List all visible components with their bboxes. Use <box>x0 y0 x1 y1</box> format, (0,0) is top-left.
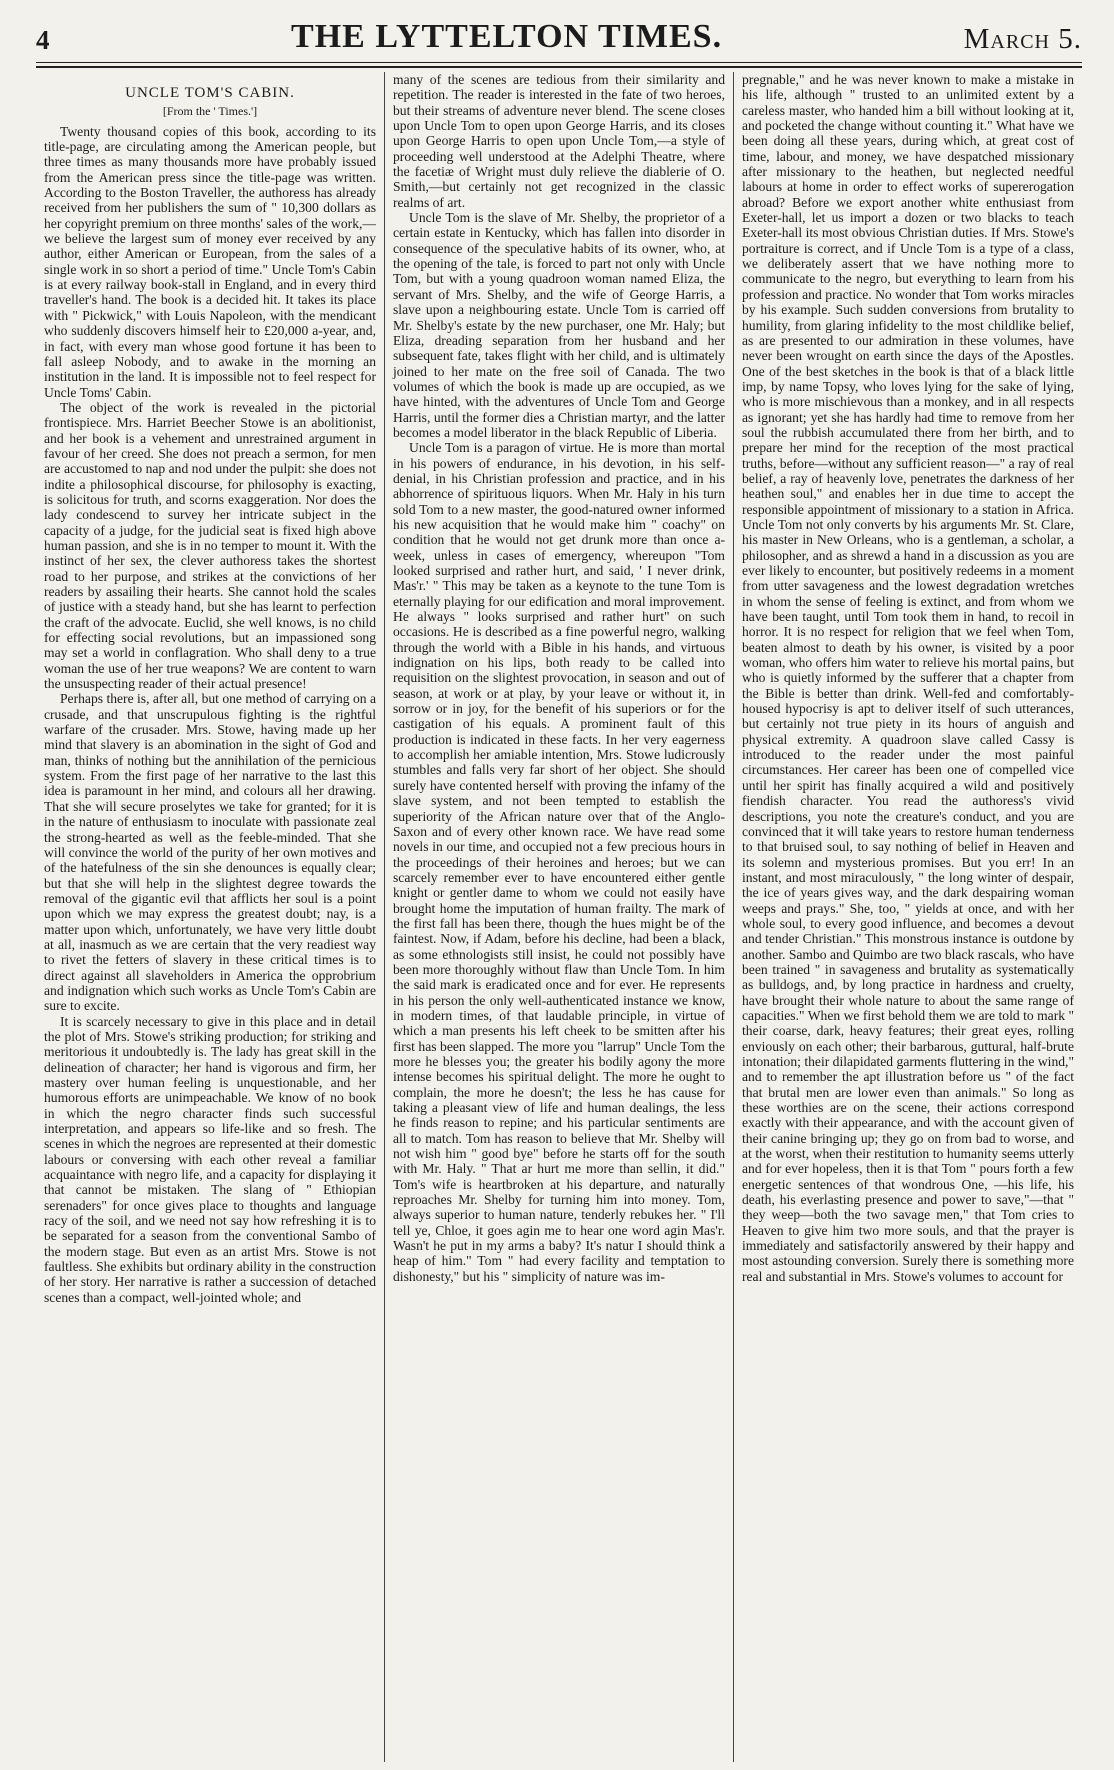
masthead <box>36 0 1082 63</box>
issue-date: March 5. <box>963 23 1082 55</box>
paragraph: Twenty thousand copies of this book, according to its title-page, are circulating among the American people, but three times as many thousands more have probably issued from the American press since the title-page was written. According to the Boston Traveller, the authoress has already received from her publishers the sum of " 10,300 dollars as her copyright premium on three months' sales of the work,—we believe the largest sum of money ever received by any author, either American or European, from the sales of a single work in so short a period of time." Uncle Tom's Cabin is at every railway book-stall in England, and in every third traveller's hand. The book is a decided hit. It takes its place with " Pickwick," with Louis Napoleon, with the mendicant who suddenly discovers himself heir to £20,000 a-year, and, in fact, with every man whose good fortune it has been to fall asleep Nobody, and to awake in the morning an institution in the land. It is impossible not to feel respect for Uncle Toms' Cabin. <box>44 123 376 400</box>
paragraph: Uncle Tom is a paragon of virtue. He is more than mortal in his powers of endurance, in his devotion, in his self-denial, in his Christian profession and practice, and in his abhorrence of spirituous liquors. When Mr. Haly in his turn sold Tom to a new master, the good-natured owner informed his new acquisition that he would make him " coachy" on condition that he would not get drunk more than once a-week, unless in cases of emergency, whereupon "Tom looked surprised and rather hurt, and said, ' I never drink, Mas'r.' " This may be taken as a keynote to the tune Tom is eternally playing for our edification and moral improvement. He always " looks surprised and rather hurt" on such occasions. He is described as a fine powerful negro, walking through the world with a Bible in his hands, and virtuous indignation on his lips, both ready to be called into requisition on the slightest provocation, in season and out of season, at work or at play, by your leave or without it, in sorrow or in joy, for the benefit of his superiors or for the castigation of his equals. A prominent fault of this production is indicated in these facts. In her very eagerness to accomplish her amiable intention, Mrs. Stowe ludicrously stumbles and falls very far short of her object. She should surely have contented herself with proving the infamy of the slave system, and not been tempted to establish the superiority of the African nature over that of the Anglo-Saxon and of every other known race. We have read some novels in our time, and occupied not a few precious hours in the proceedings of their heroines and heroes; but we can scarcely remember ever to have encountered either gentle knight or gentler dame to whom we could not easily have brought home the imputation of human frailty. The mark of the first fall has been there, though the hues might be of the faintest. Now, if Adam, before his decline, had been a black, as some ethnologists still insist, he could not possibly have been more thoroughly without flaw than Uncle Tom. In him the said mark is eradicated once and for ever. He represents in his person the only well-authenticated instance we know, in modern times, of that laudable principle, in virtue of which a man presents his left cheek to be smitten after his first has been slapped. The more you "larrup" Uncle Tom the more he blesses you; the greater his bodily agony the more intense becomes his spiritual delight. The more he ought to complain, the more he doesn't; the less he has cause for taking a pleasant view of life and human dealings, the less he finds reason to repine; and his particular sentiments are all to match. Tom has reason to believe that Mr. Shelby will not wish him " good bye" before he starts off for the south with Mr. Haly. " That ar hurt me more than sellin, it did." Tom's wife is heartbroken at his departure, and naturally reproaches Mr. Shelby for turning him into money. Tom, always superior to human nature, tenderly rebukes her. " I'll tell ye, Chloe, it goes agin me to hear one word agin Mas'r. Wasn't he put in my arms a baby? It's natur I should think a heap of him." Tom " had every facility and temptation to dishonesty," but his " simplicity of nature was im- <box>393 440 725 1284</box>
paragraph: Perhaps there is, after all, but one method of carrying on a crusade, and that unscrupulous fighting is the rightful warfare of the crusader. Mrs. Stowe, having made up her mind that slavery is an abomination in the sight of God and man, thinks of nothing but the annihilation of the pernicious system. From the first page of her narrative to the last this idea is paramount in her mind, and colours all her drawing. That she will secure proselytes we take for granted; for it is in the nature of enthusiasm to inoculate with passionate zeal the strong-hearted as well as the feeble-minded. That she will convince the world of the purity of her own motives and of the hatefulness of the sin she denounces is equally clear; but that she will help in the slightest degree towards the removal of the gigantic evil that afflicts her soul is a point upon which we may express the greatest doubt; nay, is a matter upon which, unfortunately, we have very little doubt at all, inasmuch as we are certain that the very readiest way to rivet the fetters of slavery in these critical times is to direct against all slaveholders in America the opprobrium and indignation which such works as Uncle Tom's Cabin are sure to excite. <box>44 691 376 1014</box>
paragraph: The object of the work is revealed in the pictorial frontispiece. Mrs. Harriet Beecher Stowe is an abolitionist, and her book is a vehement and unrestrained argument in favour of her creed. She does not preach a sermon, for men are accustomed to nap and nod under the pulpit: she does not indite a philosophical discourse, for philosophy is exacting, is solicitous for truth, and scorns exaggeration. Nor does the lady condescend to survey her intricate subject in the capacity of a judge, for the judicial seat is fixed high above human passion, and she is in no temper to mount it. With the instinct of her sex, the clever authoress takes the shortest road to her purpose, and strikes at the convictions of her readers by assailing their hearts. She cannot hold the scales of justice with a steady hand, but she has learnt to perfection the craft of the advocate. Euclid, she well knows, is no child for effecting social revolutions, but an impassioned song may set a world in conflagration. Who shall deny to a true woman the use of her true weapons? We are content to warn the unsuspecting reader of their actual presence! <box>44 399 376 692</box>
column-3 <box>733 72 1082 1762</box>
column-2 <box>384 72 733 1762</box>
paragraph: many of the scenes are tedious from their similarity and repetition. The reader is interested in the fate of two heroes, but their streams of adventure never blend. The scene closes upon Uncle Tom to open upon George Harris, and its closes upon George Harris to open upon Uncle Tom,—a style of proceeding well understood at the Adelphi Theatre, where the facetiæ of Wright must duly relieve the diablerie of O. Smith,—but certainly not get recognized in the classic realms of art. <box>393 72 725 210</box>
masthead-double-rule <box>36 63 1082 68</box>
paragraph: Uncle Tom is the slave of Mr. Shelby, the proprietor of a certain estate in Kentucky, which has fallen into disorder in consequence of the speculative habits of its owner, who, at the opening of the tale, is forced to part not only with Uncle Tom, but with a young quadroon woman named Eliza, the servant of Mrs. Shelby, and the wife of George Harris, a slave upon a neighbouring estate. Uncle Tom is carried off Mr. Shelby's estate by the new purchaser, one Mr. Haly; but Eliza, dreading separation from her husband and her subsequent fate, takes flight with her child, and is ultimately joined to her mate on the free soil of Canada. The two volumes of which the book is made up are occupied, as we have hinted, with the adventures of Uncle Tom and George Harris, until the former dies a Christian martyr, and the latter becomes a model liberator in the black Republic of Liberia. <box>393 210 725 440</box>
paragraph: It is scarcely necessary to give in this place and in detail the plot of Mrs. Stowe's striking production; for striking and meritorious it undoubtedly is. The lady has great skill in the delineation of character; her hand is vigorous and firm, her mastery over human feeling is unquestionable, and her humorous efforts are unimpeachable. We know of no book in which the negro character finds such successful interpretation, and appears so life-like and so fresh. The scenes in which the negroes are represented at their domestic labours or conversing with each other reveal a familiar acquaintance with negro life, and a capacity for displaying it that cannot be mistaken. The slang of " Ethiopian serenaders" for once gives place to thoughts and language racy of the soil, and we need not say how refreshing it is to be separated for a season from the conventional Sambo of the modern stage. But even as an artist Mrs. Stowe is not faultless. She exhibits but ordinary ability in the construction of her story. Her narrative is rather a succession of detached scenes than a compact, well-jointed whole; and <box>44 1013 376 1305</box>
article-columns <box>36 72 1082 1762</box>
newspaper-title: THE LYTTELTON TIMES. <box>291 18 723 55</box>
article-source: [From the ' Times.'] <box>162 104 258 119</box>
column-1 <box>36 72 384 1762</box>
article-title: UNCLE TOM'S CABIN. <box>125 85 295 101</box>
paragraph: pregnable," and he was never known to make a mistake in his life, although " trusted to an unlimited extent by a careless master, who handed him a bill without looking at it, and pocketed the change without counting it." What have we been doing all these years, during which, at great cost of time, labour, and money, we have despatched missionary after missionary to the heathen, but neglected needful labours at home in order to effect works of supererogation abroad? Before we export another white enthusiast from Exeter-hall, let us import a dozen or two blacks to teach Exeter-hall its most obvious Christian duties. If Mrs. Stowe's portraiture is correct, and if Uncle Tom is a type of a class, we deliberately assert that we have nothing more to communicate to the negro, but everything to learn from his profession and practice. No wonder that Tom works miracles by his example. Such sudden conversions from brutality to humility, from glaring infidelity to the most childlike belief, as are presented to our admiration in these volumes, have never been wrought on earth since the days of the Apostles. One of the best sketches in the book is that of a black little imp, by name Topsy, who loves lying for the sake of lying, who is more mischievous than a monkey, and in all respects as ignorant; yet she has hardly had time to remove from her soul the rubbish accumulated there from her birth, and to prepare her mind for the reception of the most practical truths, before—without any sufficient reason—" a ray of real belief, a ray of heavenly love, penetrates the darkness of her heathen soul," and enables her in due time to accept the responsible appointment of missionary to a station in Africa. Uncle Tom not only converts by his arguments Mr. St. Clare, his master in New Orleans, who is a gentleman, a scholar, a philosopher, and as shrewd a hand in a discussion as you are ever likely to encounter, but positively redeems in a moment from utter savageness and the lowest degradation wretches in whom the sense of feeling is extinct, and from whom we have been taught, until Tom took them in hand, to recoil in horror. It is no respect for religion that we feel when Tom, beaten almost to death by his owner, is visited by a poor woman, who offers him water to relieve his mortal pains, but who is quietly informed by the sufferer that a chapter from the Bible is better than drink. Well-fed and comfortably-housed hypocrisy is apt to deliver itself of such utterances, but certainly not true piety in its hours of anguish and physical extremity. A quadroon slave called Cassy is introduced to the reader under the most painful circumstances. Her career has been one of compelled vice until her spirit has finally acquired a wild and positively fiendish character. You read the authoress's vivid descriptions, you note the creature's conduct, and you are convinced that it will take years to restore human tenderness to that bruised soul, to say nothing of belief in Heaven and its solemn and mysterious promises. But you err! In an instant, and most miraculously, " the long winter of despair, the ice of years gives way, and the dark despairing woman weeps and prays." She, too, " yields at once, and with her whole soul, to every good influence, and becomes a devout and tender Christian." This monstrous instance is outdone by another. Sambo and Quimbo are two black rascals, who have been trained " in savageness and brutality as systematically as bulldogs, and, by long practice in hardness and cruelty, have brought their whole nature to about the same range of capacities." When we first behold them we are told to mark " their coarse, dark, heavy features; their great eyes, rolling enviously on each other; their barbarous, guttural, half-brute intonation; their dilapidated garments fluttering in the wind," and to remember the apt illustration before us " of the fact that brutal men are lower even than animals." So long as these worthies are on the scene, their actions correspond exactly with their appearance, and with the account given of their canine bringing up; they go on from bad to worse, and at the worst, when their restitution to humanity seems utterly and for ever hopeless, then it is that Tom " pours forth a few energetic sentences of that wondrous One, —his life, his death, his everlasting presence and power to save,"—that " they weep—both the two savage men," that Tom cries to Heaven to give him two more souls, and that the prayer is immediately and satisfactorily answered by their happy and most astounding conversion. Surely there is something more real and substantial in Mrs. Stowe's volumes to account for <box>742 72 1074 1284</box>
page-number: 4 <box>36 25 50 55</box>
